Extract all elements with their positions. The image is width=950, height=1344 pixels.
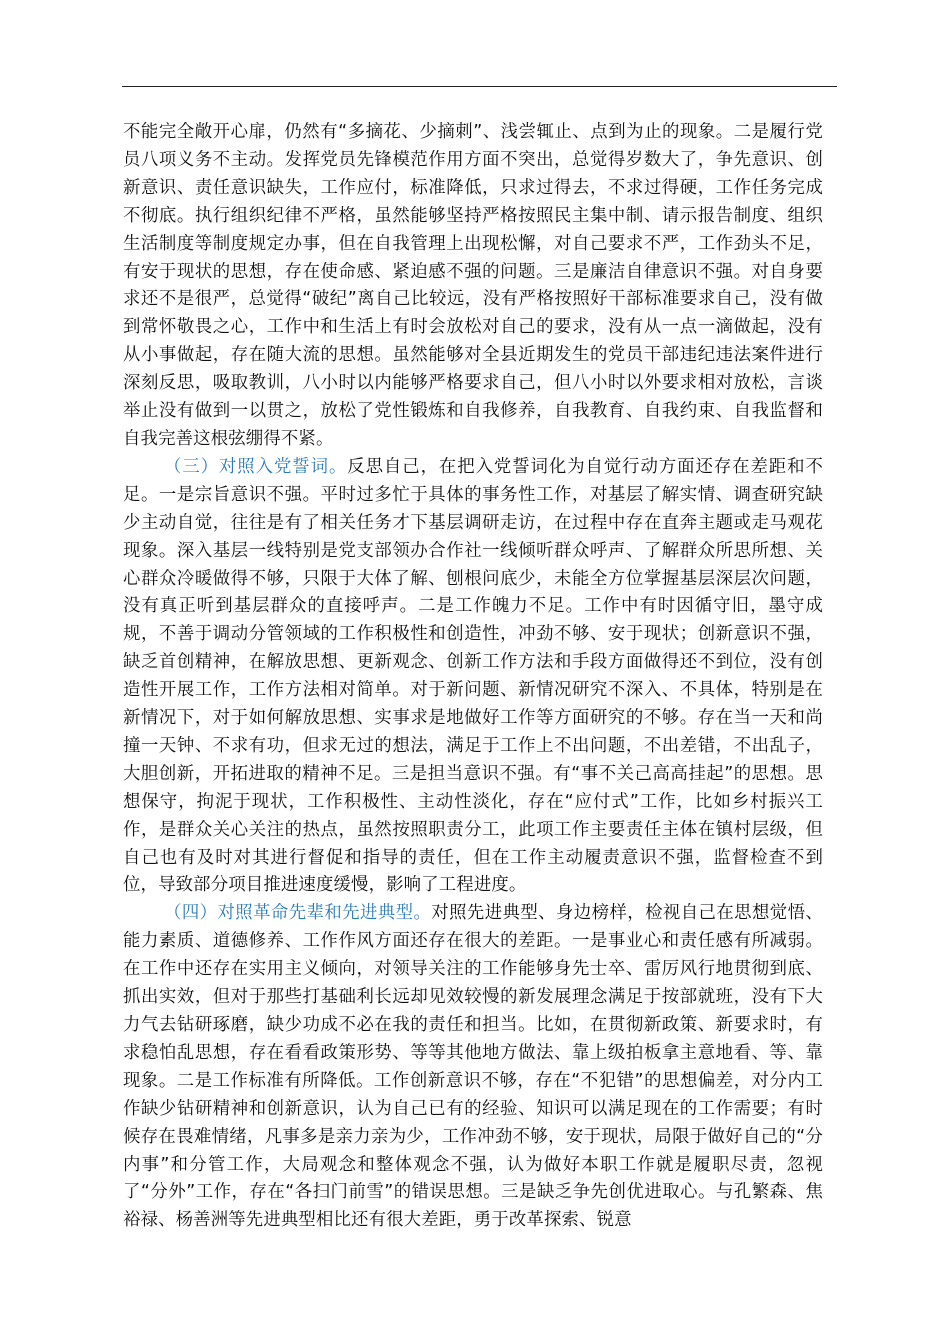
paragraph-text: 不能完全敞开心扉，仍然有“多摘花、少摘刺”、浅尝辄止、点到为止的现象。二是履行党员八项义务不主动。发挥党员先锋模范作用方面不突出，总觉得岁数大了，争先意识、创新意识、责任意识缺失，工作应付，标准降低，只求过得去，不求过得硬，工作任务完成不彻底。执行组织纪律不严格，虽然能够坚持严格按照民主集中制、请示报告制度、组织生活制度等制度规定办事，但在自我管理上出现松懈，对自己要求不严，工作劲头不足，有安于现状的思想，存在使命感、紧迫感不强的问题。三是廉洁自律意识不强。对自身要求还不是很严，总觉得“破纪”离自己比较远，没有严格按照好干部标准要求自己，没有做到常怀敬畏之心，工作中和生活上有时会放松对自己的要求，没有从一点一滴做起，没有从小事做起，存在随大流的思想。虽然能够对全县近期发生的党员干部违纪违法案件进行深刻反思，吸取教训，八小时以内能够严格要求自己，但八小时以外要求相对放松，言谈举止没有做到一以贯之，放松了党性锻炼和自我修养，自我教育、自我约束、自我监督和自我完善这根弦绷得不紧。 — [123, 122, 823, 449]
paragraph-text: 反思自己，在把入党誓词化为自觉行动方面还存在差距和不足。一是宗旨意识不强。平时过多忙于具体的事务性工作，对基层了解实情、调查研究缺少主动自觉，往往是有了相关任务才下基层调研走访，在过程中存在直奔主题或走马观花现象。深入基层一线特别是党支部领办合作社一线倾听群众呼声、了解群众所思所想、关心群众冷暖做得不够，只限于大体了解、刨根问底少，未能全方位掌握基层深层次问题，没有真正听到基层群众的直接呼声。二是工作魄力不足。工作中有时因循守旧，墨守成规，不善于调动分管领域的工作积极性和创造性，冲劲不够、安于现状；创新意识不强，缺乏首创精神，在解放思想、更新观念、创新工作方法和手段方面做得还不到位，没有创造性开展工作，工作方法相对简单。对于新问题、新情况研究不深入、不具体，特别是在新情况下，对于如何解放思想、实事求是地做好工作等方面研究的不够。存在当一天和尚撞一天钟、不求有功，但求无过的想法，满足于工作上不出问题，不出差错，不出乱子，大胆创新，开拓进取的精神不足。三是担当意识不强。有“事不关己高高挂起”的思想。思想保守，拘泥于现状，工作积极性、主动性淡化，存在“应付式”工作，比如乡村振兴工作，是群众关心关注的热点，虽然按照职责分工，此项工作主要责任主体在镇村层级，但自己也有及时对其进行督促和指导的责任，但在工作主动履责意识不强，监督检查不到位，导致部分项目推进速度缓慢，影响了工程进度。 — [123, 456, 823, 896]
paragraph-section-three — [123, 454, 823, 901]
paragraph-continuation — [123, 119, 823, 454]
header-rule — [122, 86, 837, 87]
paragraph-section-four — [123, 900, 823, 1235]
document-body — [123, 119, 823, 1235]
section-heading-three: （三）对照入党誓词。 — [164, 456, 348, 477]
section-heading-four: （四）对照革命先辈和先进典型。 — [164, 903, 432, 924]
paragraph-text: 对照先进典型、身边榜样，检视自己在思想觉悟、能力素质、道德修养、工作作风方面还存在很大的差距。一是事业心和责任感有所减弱。在工作中还存在实用主义倾向，对领导关注的工作能够身先士卒、雷厉风行地贯彻到底、抓出实效，但对于那些打基础利长远却见效较慢的新发展理念满足于按部就班，没有下大力气去钻研琢磨，缺少功成不必在我的责任和担当。比如，在贯彻新政策、新要求时，有求稳怕乱思想，存在看看政策形势、等等其他地方做法、靠上级拍板拿主意地看、等、靠现象。二是工作标准有所降低。工作创新意识不够，存在“不犯错”的思想偏差，对分内工作缺少钻研精神和创新意识，认为自己已有的经验、知识可以满足现在的工作需要；有时候存在畏难情绪，凡事多是亲力亲为少，工作冲劲不够，安于现状，局限于做好自己的“分内事”和分管工作，大局观念和整体观念不强，认为做好本职工作就是履职尽责，忽视了“分外”工作，存在“各扫门前雪”的错误思想。三是缺乏争先创优进取心。与孔繁森、焦裕禄、杨善洲等先进典型相比还有很大差距，勇于改革探索、锐意 — [123, 903, 823, 1231]
